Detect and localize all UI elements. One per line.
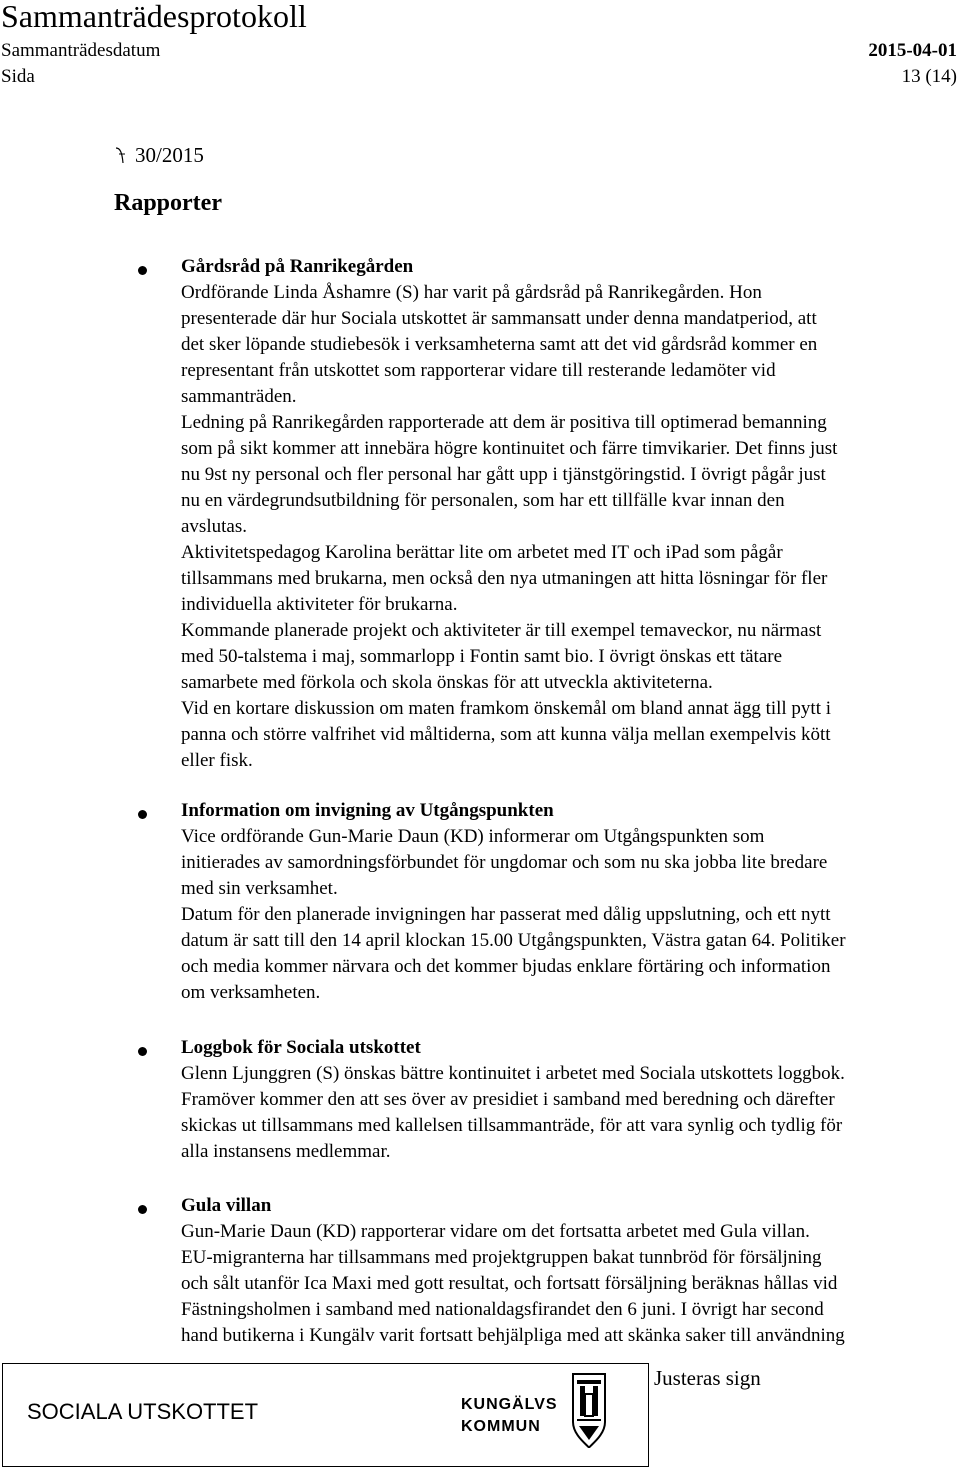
page-number-value: 13 (14): [901, 66, 957, 87]
report-item-text-line: tillsammans med brukarna, men också den nya utmaningen att hitta lösningar för fler: [181, 568, 828, 589]
report-item-text-line: Glenn Ljunggren (S) önskas bättre kontinuitet i arbetet med Sociala utskottets loggbok.: [181, 1063, 845, 1084]
section-heading: Rapporter: [114, 190, 222, 216]
report-item-title: Gårdsråd på Ranrikegården: [181, 256, 414, 277]
report-item-text-line: initierades av samordningsförbundet för ungdomar och som nu ska jobba lite bredare: [181, 852, 828, 873]
report-item-text-line: alla instansens medlemmar.: [181, 1141, 391, 1162]
report-item-text-line: Fästningsholmen i samband med nationaldagsfirandet den 6 juni. I övrigt har second: [181, 1299, 824, 1320]
report-item-text-line: Datum för den planerade invigningen har passerat med dålig uppslutning, och ett nytt: [181, 904, 831, 925]
report-item-text-line: det sker löpande studiebesök i verksamheterna samt att det vid gårdsråd kommer en: [181, 334, 818, 355]
municipality-logo-text: KUNGÄLVS KOMMUN: [461, 1396, 558, 1435]
report-item-text-line: hand butikerna i Kungälv varit fortsatt behjälpliga med att skänka saker till användning: [181, 1325, 845, 1346]
report-item-text-line: om verksamheten.: [181, 982, 321, 1003]
report-item-text-line: individuella aktiviteter för brukarna.: [181, 594, 458, 615]
report-item-text-line: Vice ordförande Gun-Marie Daun (KD) informerar om Utgångspunkten som: [181, 826, 765, 847]
report-item-text-line: nu 9st ny personal och fler personal har gått upp i tjänstgöringstid. I övrigt pågår just: [181, 464, 826, 485]
justeras-sign-label: Justeras sign: [654, 1366, 761, 1390]
report-item-text-line: datum är satt till den 14 april klockan 15.00 Utgångspunkten, Västra gatan 64. Politiker: [181, 930, 846, 951]
report-item-text-line: sammanträden.: [181, 386, 297, 407]
report-item-text-line: Ledning på Ranrikegården rapporterade att dem är positiva till optimerad bemanning: [181, 412, 827, 433]
report-item-text-line: Aktivitetspedagog Karolina berättar lite om arbetet med IT och iPad som pågår: [181, 542, 783, 563]
report-item-title: Information om invigning av Utgångspunkten: [181, 800, 554, 821]
report-item-title: Gula villan: [181, 1195, 272, 1216]
meeting-date-value: 2015-04-01: [868, 40, 957, 61]
document-title: Sammanträdesprotokoll: [1, 0, 307, 34]
report-item-text-line: avslutas.: [181, 516, 247, 537]
report-item-text-line: representant från utskottet som rapporterar vidare till resterande ledamöter vid: [181, 360, 776, 381]
page-footer: [0, 1363, 960, 1471]
paragraph-number: 30/2015: [135, 143, 204, 167]
report-item-text-line: nu en värdegrundsutbildning för personalen, som har ett tillfälle kvar innan den: [181, 490, 785, 511]
bullet-icon: [138, 266, 147, 275]
report-item-text-line: samarbete med förkola och skola önskas för att utveckla aktiviteterna.: [181, 672, 713, 693]
report-item-text-line: Framöver kommer den att ses över av presidiet i samband med beredning och därefter: [181, 1089, 835, 1110]
bullet-icon: [138, 1047, 147, 1056]
page-label: Sida: [1, 66, 35, 87]
report-item-text-line: Gun-Marie Daun (KD) rapporterar vidare om det fortsatta arbetet med Gula villan.: [181, 1221, 810, 1242]
bullet-icon: [138, 1205, 147, 1214]
bullet-icon: [138, 810, 147, 819]
report-item-text-line: och media kommer närvara och det kommer bjudas enklare förtäring och information: [181, 956, 831, 977]
footer-committee-name: SOCIALA UTSKOTTET: [27, 1399, 259, 1424]
report-item-text-line: Ordförande Linda Åshamre (S) har varit på gårdsråd på Ranrikegården. Hon: [181, 282, 762, 303]
report-item-text-line: presenterade där hur Sociala utskottet är sammansatt under denna mandatperiod, att: [181, 308, 817, 329]
report-item-text-line: EU-migranterna har tillsammans med projektgruppen bakat tunnbröd för försäljning: [181, 1247, 822, 1268]
report-item-title: Loggbok för Sociala utskottet: [181, 1037, 421, 1058]
report-item-text-line: med sin verksamhet.: [181, 878, 338, 899]
report-item-text-line: eller fisk.: [181, 750, 253, 771]
report-item-text-line: som på sikt kommer att innebära högre kontinuitet och färre timvikarier. Det finns just: [181, 438, 838, 459]
report-item-text-line: panna och större valfrihet vid måltiderna, som att kunna välja mellan exempelvis kött: [181, 724, 831, 745]
paragraph-mark-icon: [114, 146, 134, 164]
report-item-text-line: skickas ut tillsammans med kallelsen tillsammanträde, för att vara synlig och tydlig för: [181, 1115, 843, 1136]
report-item-text-line: Kommande planerade projekt och aktiviteter är till exempel temaveckor, nu närmast: [181, 620, 822, 641]
municipality-crest-icon: [571, 1372, 607, 1450]
meeting-date-label: Sammanträdesdatum: [1, 40, 161, 61]
report-item-text-line: Vid en kortare diskussion om maten framkom önskemål om bland annat ägg till pytt i: [181, 698, 832, 719]
footer-box: [2, 1363, 649, 1467]
report-item-text-line: och sålt utanför Ica Maxi med gott resultat, och fortsatt försäljning beräknas hållas vid: [181, 1273, 838, 1294]
report-item-text-line: med 50-talstema i maj, sommarlopp i Fontin samt bio. I övrigt önskas ett tätare: [181, 646, 783, 667]
